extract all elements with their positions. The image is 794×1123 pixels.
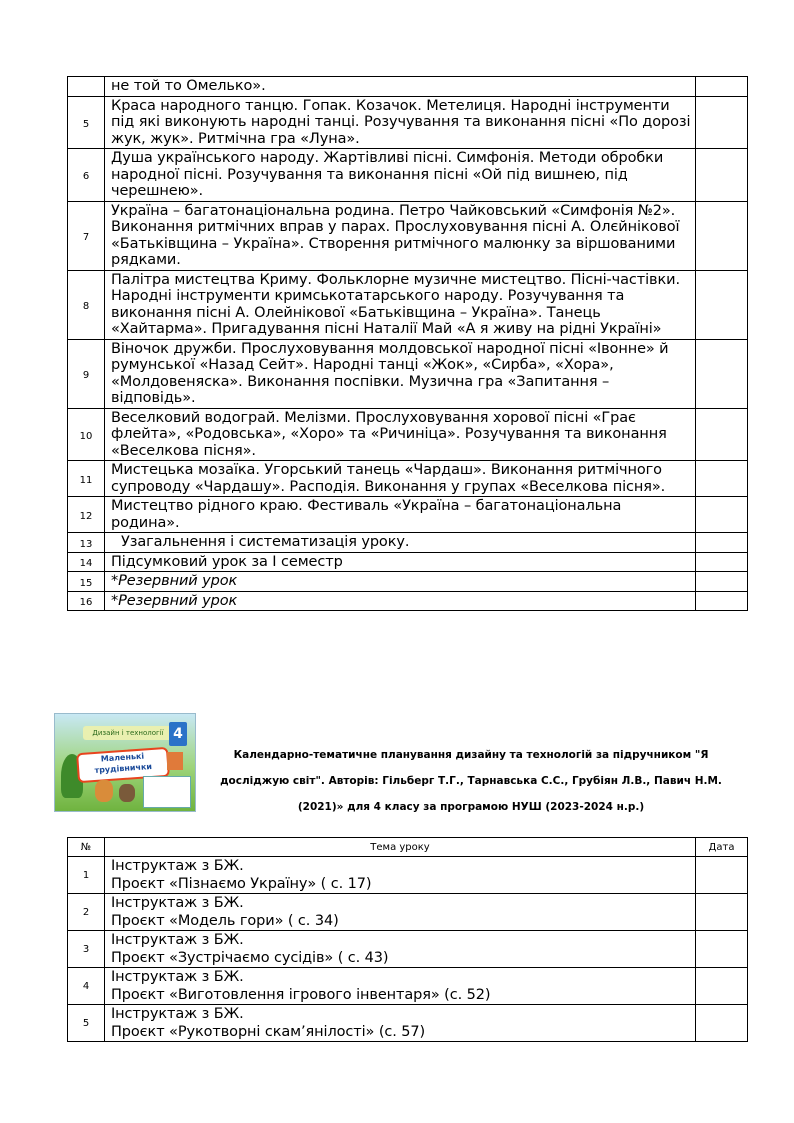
textbook-cover-image [54,713,196,812]
row-number: 16 [68,591,105,611]
topic-line: Проєкт «Модель гори» ( с. 34) [111,913,339,929]
row-number: 9 [68,339,105,408]
table-row [68,1005,748,1042]
lesson-date [696,857,748,894]
lesson-topic: не той то Омелько». [105,77,696,97]
lesson-topic: Веселковий водограй. Мелізми. Прослуховування хорової пісні «Грає флейта», «Родовська», «Хоро» та «Ричиніца». Розучування та виконання «Веселкова пісня». [105,408,696,461]
table-row [68,533,748,553]
row-number: 12 [68,497,105,533]
topic-line: Інструктаж з БЖ. [111,969,244,985]
row-number: 6 [68,149,105,202]
lesson-topic: *Резервний урок [105,591,696,611]
lesson-date [696,572,748,592]
heading-line: (2021)» для 4 класу за програмою НУШ (2023-2024 н.р.) [297,801,645,813]
table-row [68,552,748,572]
cover-title: Дизайн і технології [83,726,173,740]
lesson-date [696,1005,748,1042]
table-row [68,461,748,497]
lesson-date [696,552,748,572]
lesson-date [696,968,748,1005]
lesson-date [696,77,748,97]
table-row [68,77,748,97]
table-row [68,96,748,149]
lesson-date [696,591,748,611]
lesson-topic: Узагальнення і систематизація уроку. [105,533,696,553]
row-number: 4 [68,968,105,1005]
row-number: 2 [68,894,105,931]
lesson-date [696,461,748,497]
character-illustration [119,784,135,802]
lesson-plan-table-music [67,76,748,611]
table-row [68,270,748,339]
table-row [68,894,748,931]
table-header-row [68,838,748,857]
lesson-topic: *Резервний урок [105,572,696,592]
lesson-topic: Краса народного танцю. Гопак. Козачок. Метелиця. Народні інструменти під які виконують народні танці. Розучування та виконання пісні «По дорозі жук, жук». Ритмічна гра «Луна». [105,96,696,149]
table-row [68,149,748,202]
row-number: 1 [68,857,105,894]
table-row [68,572,748,592]
lesson-topic: Палітра мистецтва Криму. Фольклорне музичне мистецтво. Пісні-частівки. Народні інструменти кримськотатарського народу. Розучування та виконання пісні А. Олейнікової «Батьківщина – Україна». Танець «Хайтарма». Пригадування пісні Наталії Май «А я живу на рідні Україні» [105,270,696,339]
lesson-date [696,533,748,553]
cover-label-box [143,776,191,808]
lesson-date [696,339,748,408]
row-number: 3 [68,931,105,968]
cover-grade-badge: 4 [169,722,187,746]
lesson-date [696,270,748,339]
table-row [68,201,748,270]
lesson-date [696,931,748,968]
topic-line: Інструктаж з БЖ. [111,895,244,911]
lesson-topic: Душа українського народу. Жартівливі пісні. Симфонія. Методи обробки народної пісні. Розучування та виконання пісні «Ой під вишнею, під черешнею». [105,149,696,202]
lesson-topic: Україна – багатонаціональна родина. Петро Чайковський «Симфонія №2». Виконання ритмічних вправ у парах. Прослуховування пісні А. Олєйнікової «Батьківщина – Україна». Створення ритмічного малюнку за віршованими рядками. [105,201,696,270]
topic-line: Інструктаж з БЖ. [111,932,244,948]
table-row [68,497,748,533]
row-number: 10 [68,408,105,461]
lesson-date [696,201,748,270]
lesson-topic [105,931,696,968]
cover-banner: Маленькі трудівнички [76,747,170,783]
row-number: 15 [68,572,105,592]
header-date: Дата [696,838,748,857]
lesson-topic [105,894,696,931]
lesson-topic: Мистецька мозаїка. Угорський танець «Чардаш». Виконання ритмічного супроводу «Чардашу». Расподія. Виконання у групах «Веселкова пісня». [105,461,696,497]
lesson-date [696,408,748,461]
header-topic: Тема уроку [105,838,696,857]
lesson-topic: Мистецтво рідного краю. Фестиваль «Україна – багатонаціональна родина». [105,497,696,533]
lesson-topic [105,1005,696,1042]
row-number: 5 [68,1005,105,1042]
row-number: 5 [68,96,105,149]
lesson-date [696,149,748,202]
row-number: 11 [68,461,105,497]
row-number: 8 [68,270,105,339]
lesson-date [696,894,748,931]
topic-line: Інструктаж з БЖ. [111,1006,244,1022]
character-illustration [95,780,113,802]
lesson-topic: Віночок дружби. Прослуховування молдовської народної пісні «Івонне» й румунської «Назад Сейт». Народні танці «Жок», «Сирба», «Хора», «Молдовеняска». Виконання поспівки. Музична гра «Запитання – відповідь». [105,339,696,408]
topic-line: Проєкт «Зустрічаємо сусідів» ( с. 43) [111,950,389,966]
birdhouse-illustration [167,752,183,770]
lesson-topic: Підсумковий урок за І семестр [105,552,696,572]
lesson-topic [105,968,696,1005]
lesson-date [696,497,748,533]
header-number: № [68,838,105,857]
topic-line: Проєкт «Пізнаємо Україну» ( с. 17) [111,876,372,892]
table-row [68,857,748,894]
table-row [68,931,748,968]
topic-line: Проєкт «Рукотворні скам’янілості» (с. 57) [111,1024,426,1040]
row-number: 7 [68,201,105,270]
row-number: 13 [68,533,105,553]
section-heading [206,742,736,820]
lesson-date [696,96,748,149]
table-row [68,339,748,408]
row-number: 14 [68,552,105,572]
lesson-plan-table-design [67,837,748,1042]
topic-line: Проєкт «Виготовлення ігрового інвентаря» (с. 52) [111,987,491,1003]
lesson-topic [105,857,696,894]
heading-line: досліджую світ". Авторів: Гільберг Т.Г., Тарнавська С.С., Грубіян Л.В., Павич Н.М. [220,775,722,787]
table-row [68,591,748,611]
heading-line: Календарно-тематичне планування дизайну та технологій за підручником "Я [233,749,709,761]
row-number [68,77,105,97]
table-row [68,968,748,1005]
topic-line: Інструктаж з БЖ. [111,858,244,874]
table-row [68,408,748,461]
